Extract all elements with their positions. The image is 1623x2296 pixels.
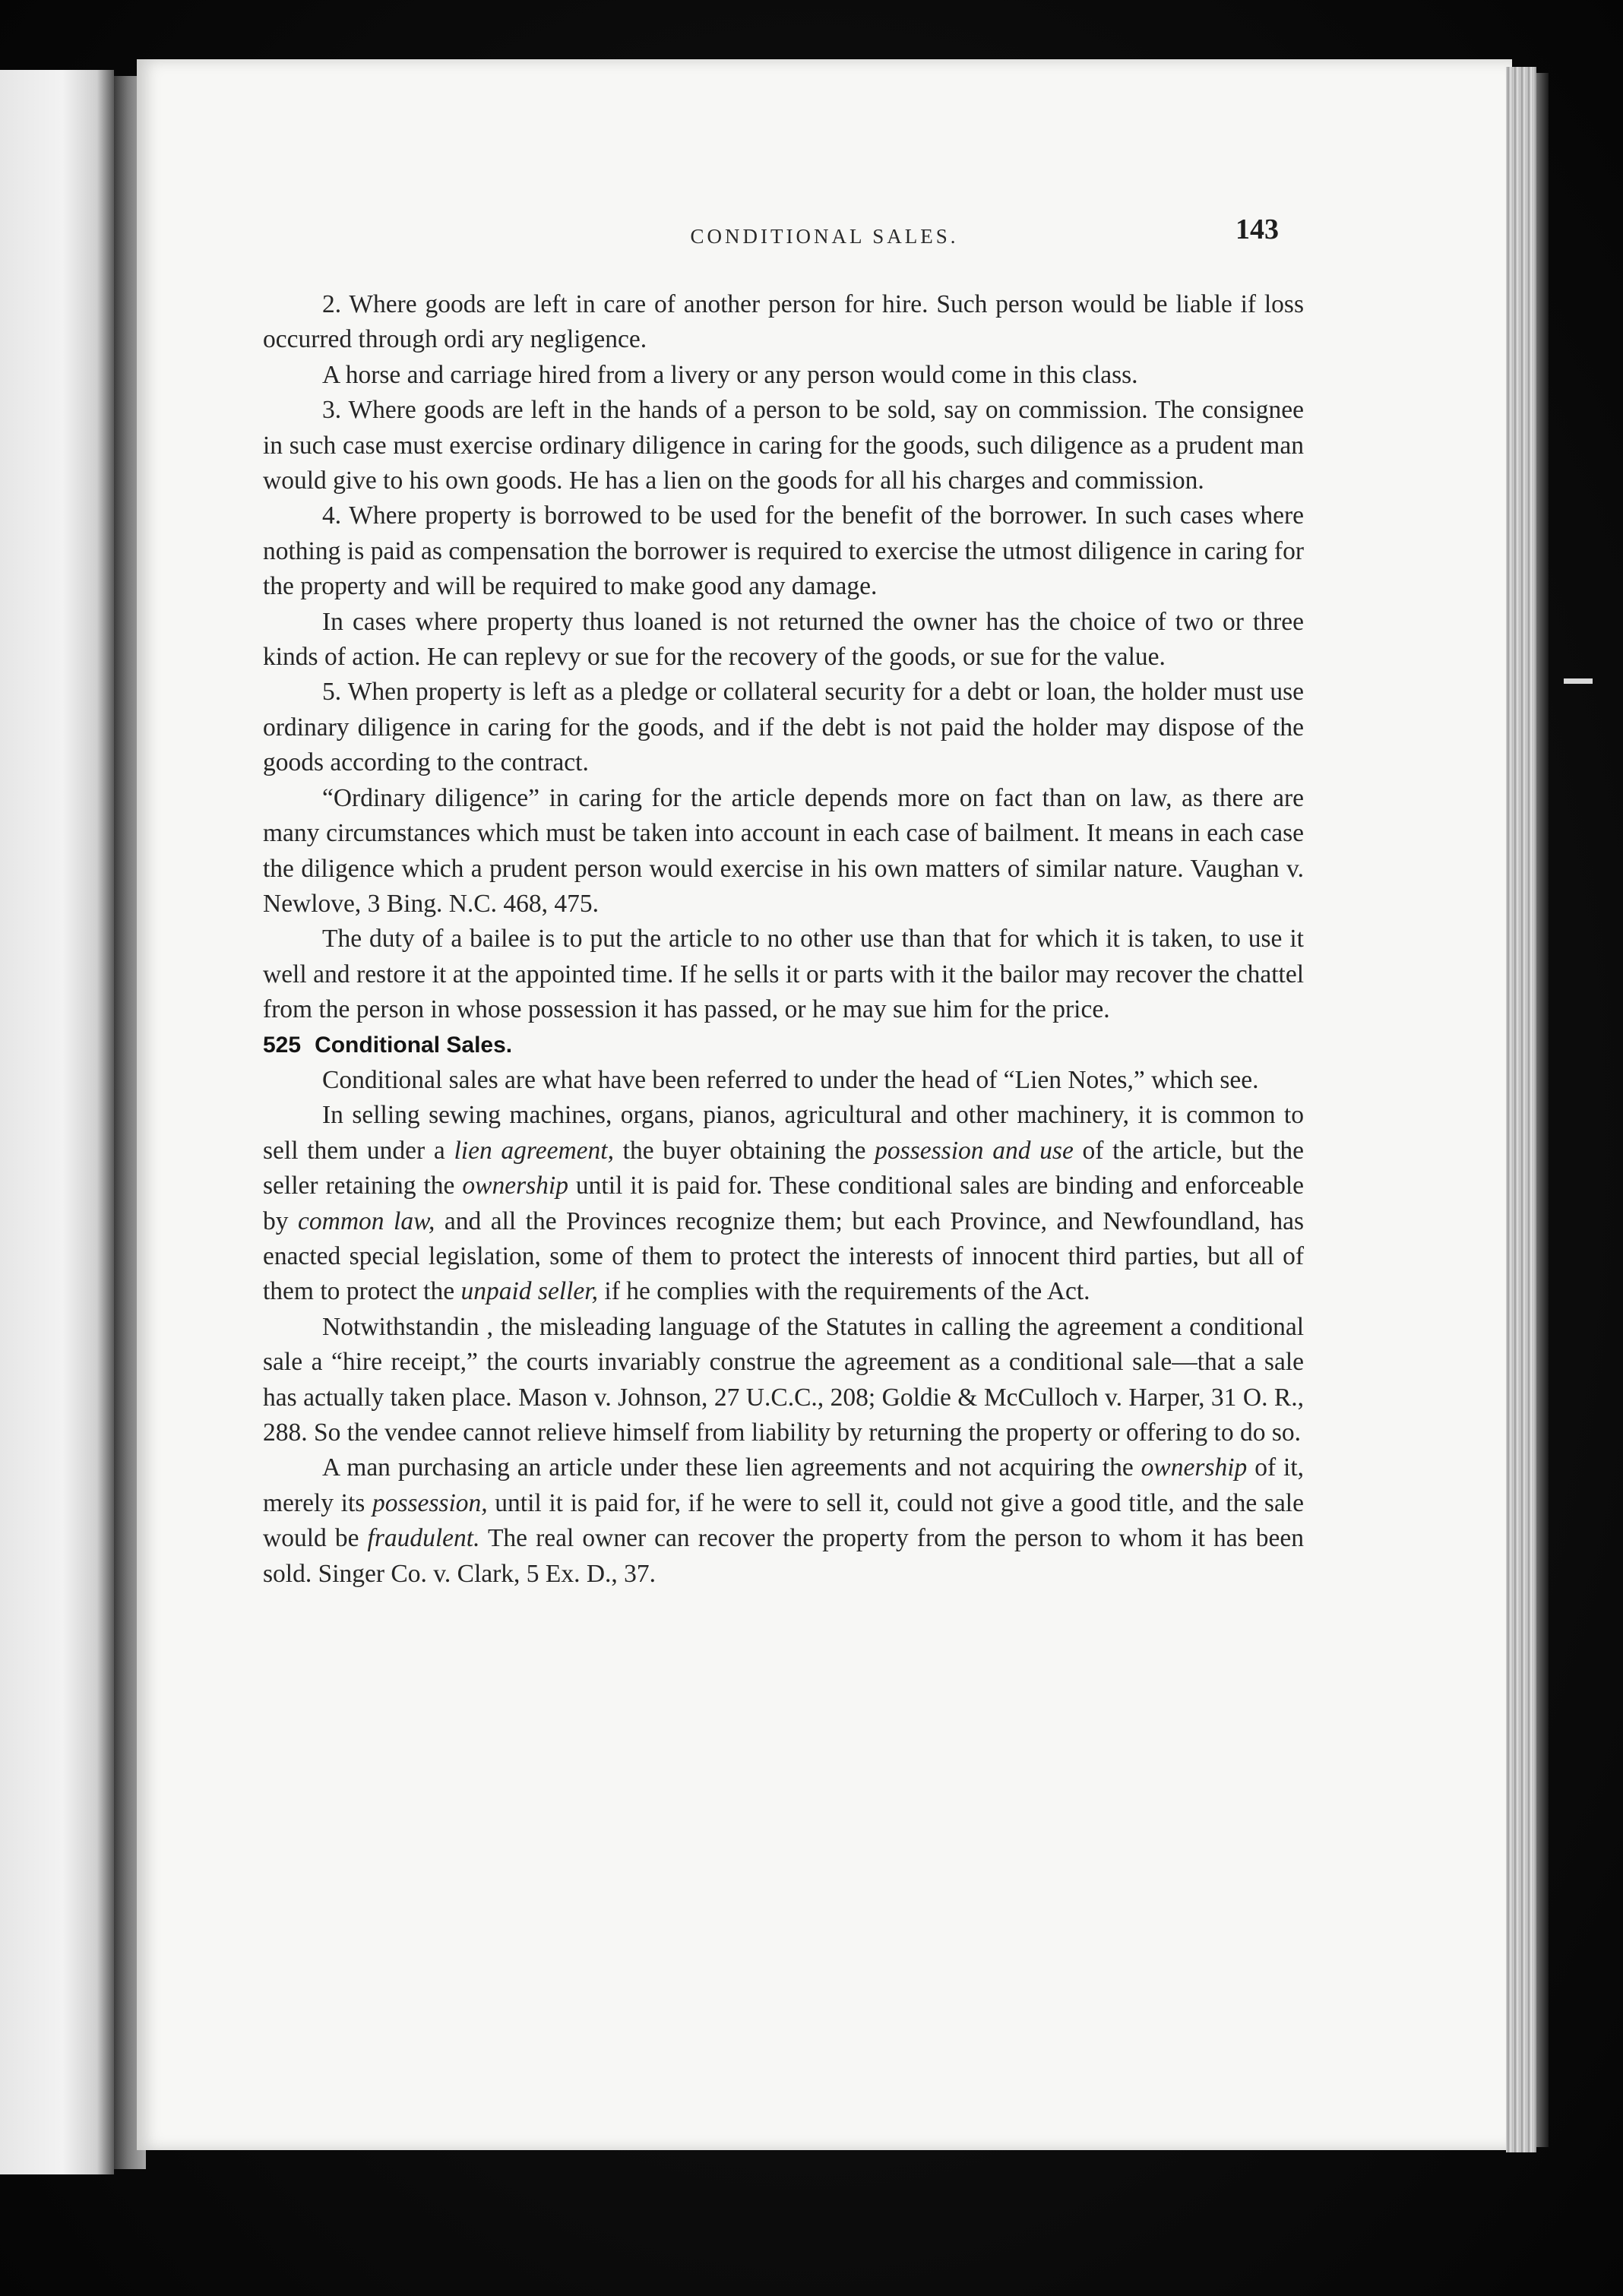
section-title: Conditional Sales.: [315, 1032, 513, 1058]
paragraph-duty-of-bailee: The duty of a bailee is to put the article to no other use than that for which it is taken, to use it well and restore it at the appointed time. If he sells it or parts with it the bailor may recover the chattel from the person in whose possession it has passed, or he may sue him for the price.: [263, 925, 1304, 1024]
body-text: [263, 287, 1304, 1592]
paragraph-lien-agreement: [263, 1098, 1304, 1309]
paragraph-3-commission: 3. Where goods are left in the hands of a person to be sold, say on commission. The consignee in such case must exercise ordinary diligence in caring for the goods, such diligence as a prudent man would give to his own goods. He has a lien on the goods for all his charges and commission.: [263, 396, 1304, 495]
paragraph-4-borrowed: 4. Where property is borrowed to be used for the benefit of the borrower. In such cases where nothing is paid as compensation the borrower is required to exercise the utmost diligence in caring for the property and will be required to make good any damage.: [263, 501, 1304, 601]
text-run: until it is paid for. These conditional sales are binding and enforceable by: [263, 1172, 1304, 1235]
italic-run: fraudulent.: [367, 1524, 480, 1553]
left-page-edge: [0, 70, 114, 2174]
italic-run: ownership: [462, 1172, 568, 1200]
italic-run: unpaid seller,: [460, 1277, 599, 1306]
italic-run: ownership: [1141, 1453, 1248, 1482]
text-run: and all the Provinces recognize them; but each Province, and Newfoundland, has enacted special legislation, some of them to protect the interests of innocent third parties, but all of them to protect the: [263, 1207, 1304, 1306]
italic-run: possession and use: [875, 1136, 1074, 1165]
edge-mark: [1564, 678, 1593, 684]
italic-run: common law,: [298, 1207, 435, 1235]
paragraph-ordinary-diligence: “Ordinary diligence” in caring for the article depends more on fact than on law, as there are many circumstances which must be taken into account in each case of bailment. It means in each case the diligence which a prudent person would exercise in his own matters of similar nature. Vaughan v. Newlove, 3 Bing. N.C. 468, 475.: [263, 783, 1304, 918]
paragraph-lien-notes: Conditional sales are what have been referred to under the head of “Lien Notes,” which see.: [322, 1065, 1259, 1094]
page-edges-shadow: [1536, 73, 1549, 2147]
italic-run: lien agreement,: [454, 1136, 614, 1165]
page-number: 143: [1235, 213, 1279, 245]
paragraph-2-hire: 2. Where goods are left in care of another person for hire. Such person would be liable if loss occurred through ordi ary negligence.: [263, 290, 1304, 354]
page-edges: [1506, 67, 1536, 2152]
section-heading: [263, 1028, 1304, 1063]
paragraph-loaned-not-returned: In cases where property thus loaned is not returned the owner has the choice of two or three kinds of action. He can replevy or sue for the recovery of the goods, or sue for the value.: [263, 607, 1304, 672]
running-head: CONDITIONAL SALES.: [690, 225, 959, 248]
paragraph-5-pledge: 5. When property is left as a pledge or collateral security for a debt or loan, the holder must use ordinary diligence in caring for the goods, and if the debt is not paid the holder may dispose of the goods according to the contract.: [263, 678, 1304, 777]
italic-run: possession,: [372, 1488, 488, 1517]
paragraph-horse-carriage: A horse and carriage hired from a livery or any person would come in this class.: [322, 360, 1138, 389]
section-number: 525: [263, 1032, 302, 1058]
text-run: of it, merely its: [263, 1453, 1305, 1517]
text-run: A man purchasing an article under these lien agreements and not acquiring the: [322, 1453, 1141, 1482]
text-run: The real owner can recover the property from the person to whom it has been sold. Singer Co. v. Clark, 5 Ex. D., 37.: [263, 1524, 1305, 1588]
paragraph-purchasing-article: [263, 1450, 1304, 1592]
text-run: if he complies with the requirements of the Act.: [598, 1277, 1090, 1306]
text-run: until it is paid for, if he were to sell it, could not give a good title, and the sale would be: [263, 1488, 1304, 1553]
text-run: the buyer obtaining the: [613, 1136, 875, 1165]
text-run: In selling sewing machines, organs, pianos, agricultural and other machinery, it is common to sell them under a: [263, 1101, 1304, 1165]
text-run: of the article, but the seller retaining the: [263, 1136, 1304, 1200]
paragraph-hire-receipt: Notwithstandin , the misleading language of the Statutes in calling the agreement a conditional sale a “hire receipt,” the courts invariably construe the agreement as a conditional sale—that a sale has actually taken place. Mason v. Johnson, 27 U.C.C., 208; Goldie & McCulloch v. Harper, 31 O. R., 288. So the vendee cannot relieve himself from liability by returning the property or offering to do so.: [263, 1312, 1304, 1447]
